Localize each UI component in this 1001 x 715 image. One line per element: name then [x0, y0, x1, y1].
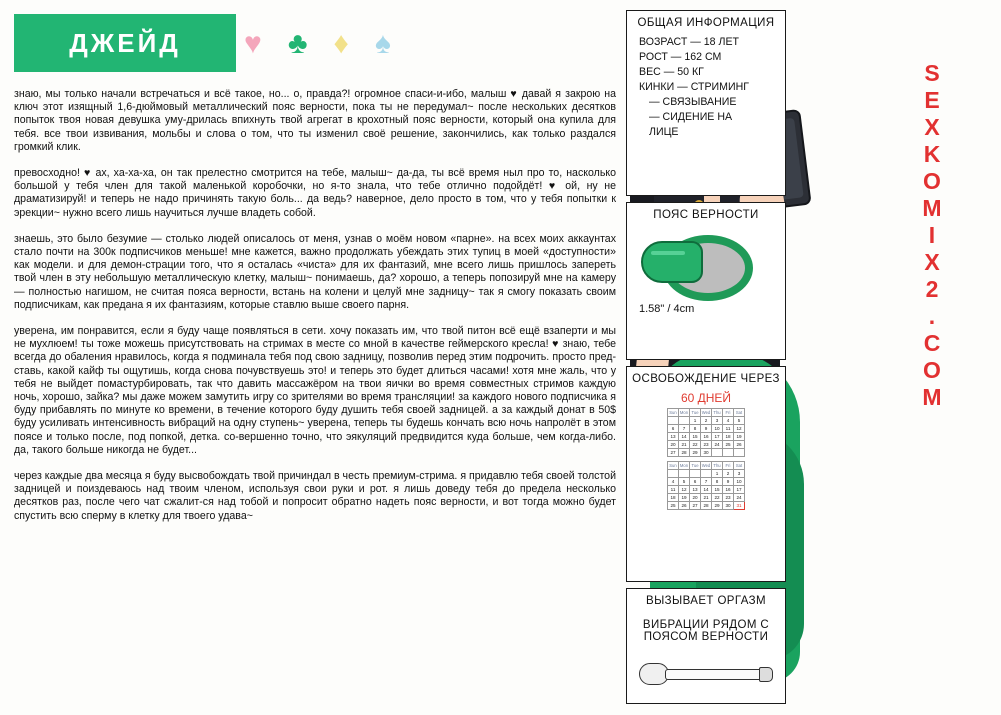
day-cell: 18: [668, 494, 679, 502]
panel-release-title: ОСВОБОЖДЕНИЕ ЧЕРЕЗ: [632, 373, 780, 385]
day-cell: [679, 417, 690, 425]
chastity-belt-illustration: [627, 225, 785, 299]
weekday-cell: Wed: [701, 463, 711, 468]
club-suit-icon: ♣: [287, 27, 308, 60]
day-cell: 30: [723, 502, 734, 510]
day-cell: 8: [712, 478, 723, 486]
spade-suit-icon: ♠: [374, 27, 391, 60]
day-cell: 5: [734, 417, 745, 425]
day-cell: 27: [690, 502, 701, 510]
release-days-counter: 60 ДНЕЙ: [680, 391, 732, 405]
day-cell-marked: 31: [734, 502, 745, 510]
story-paragraph: превосходно! ♥ ах, ха-ха-ха, он так прелестно смотрится на тебе, малыш~ да-да, ты всё время ныл про то, насколько большой у тебя член для такой маленькой коробочки, но я-то знала, что тебе отлично подойдёт! ♥ ой, ну не драматизируй! и теперь не надо причинять такую боль... да ведь? наверное, дело просто в том, что у тебя попытки к эрекции~ нужно всего лишь научиться лучше владеть собой.: [14, 167, 616, 219]
day-cell: [734, 449, 745, 457]
weekday-cell: Wed: [701, 410, 711, 415]
story-paragraph: знаешь, это было безумие — столько людей описалось от меня, узнав о моём новом «парне». на всех моих аккаунтах стало почти на 300к подписчиков меньше! мне кажется, важно продолжать убеждать этих тупиц в моей «доступности» как модели. и для демон-страции того, что я осталась «чиста» для их фантазий, мне всего лишь пришлось запереть твой член в эту небольшую металлическую клетку, малыш~ понимаешь, да? хорошо, а теперь попозируй мне на камеру — полностью нагишом, не считая пояса верности, встань на колени и целуй мне задницу~ так я смогу показать своим подписчикам, как предана я их фантазиям, которые ставлю выше своего парня.: [14, 232, 616, 311]
day-cell: 18: [723, 433, 734, 441]
day-cell: 9: [723, 478, 734, 486]
wand-body-shape: [665, 669, 763, 680]
weekday-cell: Sun: [669, 410, 677, 415]
panel-general-info-title: ОБЩАЯ ИНФОРМАЦИЯ: [637, 17, 775, 29]
weekday-cell: Fri: [723, 409, 734, 417]
day-cell: 30: [701, 449, 712, 457]
day-cell: [679, 470, 690, 478]
day-cell: [668, 470, 679, 478]
calendar-month-1: [667, 408, 745, 457]
day-cell: 1: [712, 470, 723, 478]
panel-orgasm-subtitle: ВИБРАЦИИ РЯДОМ С ПОЯСОМ ВЕРНОСТИ: [642, 619, 770, 643]
day-cell: 16: [723, 486, 734, 494]
panel-general-info-body: [627, 33, 785, 148]
card-suit-row: [244, 24, 504, 64]
weekday-cell: Fri: [723, 462, 734, 470]
panel-general-info: [626, 10, 786, 196]
day-cell: 15: [690, 433, 701, 441]
day-cell: [723, 449, 734, 457]
calendar-week-row: [668, 470, 745, 478]
day-cell: 20: [668, 441, 679, 449]
panel-orgasm-trigger: [626, 588, 786, 704]
story-paragraph: уверена, им понравится, если я буду чаще появляться в сети. хочу показать им, что твой питон всё ещё взаперти и мы не мухлюем! ты тоже можешь присутствовать на стримах в месте со мной в качестве геймерского кресла! ♥ знаю, тебе всегда до обаления нравилось, когда я подминала тебя под свою задницу, позволив перед этим подрочить. просто пред-ставь, какой кайф ты ощутишь, когда снова почувствуешь это! и теперь это будет длиться часами! хотя мне жаль, что у тебя не выйдет помастурбировать, так что давить массажёром на твои яички во время совместных стримов каждую ночь, хорошо, зайка? мы даже можем замутить игру со зрителями во время трансляции! за каждого нового подписчика я буду прибавлять по минуте ко времени, в течение которого буду душить тебя своей задницей. а за каждый донат в 50$ буду усиливать интенсивность вибраций на одну ступень~ уверена, теперь ты будешь кончать всю ночь напролёт в этом поясе и только после, под попкой, детка. со-вершенно точно, что эякуляций предвидится куда больше, чем когда-либо. да, такого больше никогда не будет...: [14, 325, 616, 456]
weekday-cell: Tue: [691, 410, 699, 415]
day-cell: 3: [712, 417, 723, 425]
day-cell: 10: [712, 425, 723, 433]
day-cell: 23: [701, 441, 712, 449]
day-cell: 21: [679, 441, 690, 449]
weekday-cell: Thu: [713, 410, 721, 415]
day-cell: [712, 449, 723, 457]
panel-chastity-belt: [626, 202, 786, 360]
day-cell: 24: [734, 494, 745, 502]
day-cell: 29: [712, 502, 723, 510]
day-cell: 16: [701, 433, 712, 441]
day-cell: 2: [701, 417, 712, 425]
calendar-weekday-row: [668, 409, 745, 417]
weekday-cell: Thu: [713, 463, 721, 468]
day-cell: 24: [712, 441, 723, 449]
calendar-week-row: [668, 433, 745, 441]
calendar-week-row: [668, 417, 745, 425]
calendar-week-row: [668, 502, 745, 510]
info-line-kink-3: — СИДЕНИЕ НА: [649, 111, 733, 123]
story-paragraph: через каждые два месяца я буду высвобождать твой причиндал в честь премиум-стрима. я придавлю тебя своей толстой задницей и поиздеваюсь над твоим членом, используя свои руки и рот. я лишь доведу тебя до предела несколько десятков раз, после чего чат сжалит-ся над тобой и попросит обратно надеть пояс верности, и вот тогда можно будет спустить всю сперму в клетку для твоего удава~: [14, 470, 616, 522]
calendar-week-row: [668, 425, 745, 433]
panel-release-countdown: [626, 366, 786, 582]
day-cell: 22: [690, 441, 701, 449]
day-cell: 2: [723, 470, 734, 478]
massager-wand-illustration: [627, 649, 785, 695]
info-line-weight: ВЕС — 50 КГ: [639, 66, 704, 78]
day-cell: 25: [668, 502, 679, 510]
weekday-cell: Mon: [679, 463, 689, 468]
day-cell: 10: [734, 478, 745, 486]
belt-cage-shape: [641, 241, 703, 283]
weekday-cell: Sun: [669, 463, 677, 468]
weekday-cell: Tue: [691, 463, 699, 468]
panel-orgasm-title: ВЫЗЫВАЕТ ОРГАЗМ: [646, 595, 766, 607]
info-line-kink-3b: ЛИЦЕ: [649, 126, 679, 138]
weekday-cell: Sat: [734, 409, 745, 417]
calendar-month-2: [667, 461, 745, 510]
day-cell: 6: [668, 425, 679, 433]
belt-size-label: 1.58" / 4cm: [639, 303, 695, 315]
calendar-week-row: [668, 478, 745, 486]
calendar-week-row: [668, 441, 745, 449]
day-cell: 27: [668, 449, 679, 457]
day-cell: 11: [668, 486, 679, 494]
day-cell: 13: [668, 433, 679, 441]
day-cell: 26: [679, 502, 690, 510]
info-line-age: ВОЗРАСТ — 18 ЛЕТ: [639, 36, 740, 48]
panel-chastity-belt-title: ПОЯС ВЕРНОСТИ: [653, 209, 759, 221]
day-cell: 14: [679, 433, 690, 441]
day-cell: 4: [668, 478, 679, 486]
diamond-suit-icon: ♦: [333, 27, 349, 60]
calendar-weekday-row: [668, 462, 745, 470]
day-cell: 19: [734, 433, 745, 441]
character-title-box: [14, 14, 236, 72]
weekday-cell: Mon: [679, 410, 689, 415]
day-cell: 4: [723, 417, 734, 425]
day-cell: 23: [723, 494, 734, 502]
calendar-week-row: [668, 449, 745, 457]
day-cell: 25: [723, 441, 734, 449]
day-cell: [668, 417, 679, 425]
calendar-week-row: [668, 486, 745, 494]
day-cell: 7: [679, 425, 690, 433]
day-cell: 28: [679, 449, 690, 457]
info-line-kink-2: — СВЯЗЫВАНИЕ: [649, 96, 737, 108]
day-cell: 11: [723, 425, 734, 433]
weekday-cell: Sat: [734, 462, 745, 470]
day-cell: 8: [690, 425, 701, 433]
info-line-height: РОСТ — 162 СМ: [639, 51, 722, 63]
day-cell: 17: [734, 486, 745, 494]
calendar-stack: [627, 408, 785, 510]
day-cell: 6: [690, 478, 701, 486]
story-paragraph: знаю, мы только начали встречаться и всё такое, но... о, правда?! огромное спаси-и-ибо, малыш ♥ давай я закрою на ключ этот изящный 1,6-дюймовый металлический пояс верности, пока ты не передумал~ после нескольких десятков попыток твоя новая девушка уму-дрилась впихнуть твой агрегат в крохотный пояс верности, который она купила для тебя. все твои извивания, мольбы и слова о том, что ты изменил своё решение, закончились, как только раздался громкий клик.: [14, 88, 616, 153]
page-title: ДЖЕЙД: [69, 27, 181, 58]
heart-suit-icon: ♥: [244, 27, 262, 60]
day-cell: 7: [701, 478, 712, 486]
day-cell: 17: [712, 433, 723, 441]
info-line-kinks: КИНКИ — СТРИМИНГ: [639, 81, 749, 93]
day-cell: 5: [679, 478, 690, 486]
wand-tip-shape: [759, 667, 773, 682]
day-cell: [690, 470, 701, 478]
day-cell: 14: [701, 486, 712, 494]
day-cell: 26: [734, 441, 745, 449]
day-cell: 3: [734, 470, 745, 478]
day-cell: [701, 470, 712, 478]
calendar-week-row: [668, 494, 745, 502]
day-cell: 29: [690, 449, 701, 457]
day-cell: 22: [712, 494, 723, 502]
day-cell: 21: [701, 494, 712, 502]
day-cell: 12: [734, 425, 745, 433]
day-cell: 12: [679, 486, 690, 494]
day-cell: 1: [690, 417, 701, 425]
day-cell: 19: [679, 494, 690, 502]
day-cell: 20: [690, 494, 701, 502]
day-cell: 15: [712, 486, 723, 494]
day-cell: 9: [701, 425, 712, 433]
day-cell: 13: [690, 486, 701, 494]
story-text-column: [14, 88, 616, 700]
site-watermark: SEXKOMIX2.COM: [919, 60, 945, 411]
day-cell: 28: [701, 502, 712, 510]
